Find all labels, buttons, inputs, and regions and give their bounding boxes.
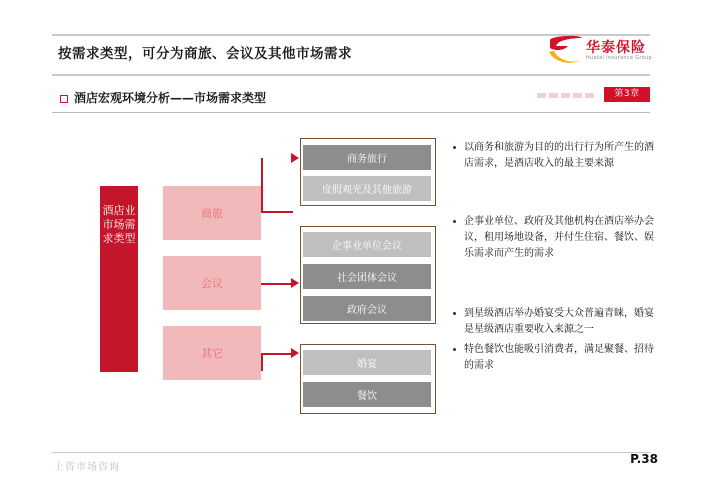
item-box-1-1: 商务旅行 (303, 145, 431, 170)
dash-2 (573, 93, 582, 98)
dash-3 (561, 93, 570, 98)
section-bar (52, 86, 650, 113)
arrow-3-line (261, 353, 293, 355)
section-marker-icon (60, 95, 68, 103)
diagram-root: 酒店业市场需求类型 (100, 186, 138, 372)
arrow-1-riser (261, 158, 263, 213)
dash-4 (549, 93, 558, 98)
item-box-2-3: 政府会议 (303, 296, 431, 321)
arrow-2-head (291, 278, 299, 288)
category-box-3: 其它 (163, 326, 261, 380)
note-4: 特色餐饮也能吸引消费者，满足聚餐、招待的需求 (452, 342, 657, 374)
category-box-2: 会议 (163, 256, 261, 310)
footer-company: 上咨市场咨询 (54, 462, 120, 473)
logo-subtitle: Huatai Insurance Group (586, 55, 652, 61)
page-title: 按需求类型，可分为商旅、会议及其他市场需求 (58, 46, 352, 62)
arrow-2-line (261, 283, 295, 285)
note-1: 以商务和旅游为目的的出行行为所产生的酒店需求，是酒店收入的最主要来源 (452, 140, 657, 172)
chapter-badge: 第3章 (604, 87, 650, 102)
arrow-3-riser (261, 353, 263, 371)
notes-list (452, 140, 657, 377)
item-box-2-1: 企事业单位会议 (303, 232, 431, 257)
footer-divider (52, 452, 650, 453)
header-divider-bottom (52, 74, 650, 76)
category-box-1: 商旅 (163, 186, 261, 240)
dash-5 (537, 93, 546, 98)
company-logo (546, 34, 658, 74)
note-3: 到星级酒店举办婚宴受大众普遍青睐，婚宴是星级酒店重要收入来源之一 (452, 306, 657, 338)
item-box-2-2: 社会团体会议 (303, 264, 431, 289)
logo-name: 华泰保险 (586, 40, 646, 56)
dash-1 (585, 93, 594, 98)
page-number: P.38 (630, 452, 658, 466)
item-box-1-2: 度假观光及其他旅游 (303, 176, 431, 201)
arrow-1-head (291, 153, 299, 163)
item-box-3-1: 婚宴 (303, 350, 431, 375)
logo-mark-icon (546, 34, 584, 68)
arrow-3-head (291, 348, 299, 358)
item-box-3-2: 餐饮 (303, 382, 431, 407)
note-2: 企事业单位、政府及其他机构在酒店举办会议，租用场地设备，并付生住宿、餐饮、娱乐需求而产生的需求 (452, 214, 657, 262)
arrow-1-line (261, 211, 293, 213)
section-title: 酒店宏观环境分析——市场需求类型 (74, 91, 267, 105)
